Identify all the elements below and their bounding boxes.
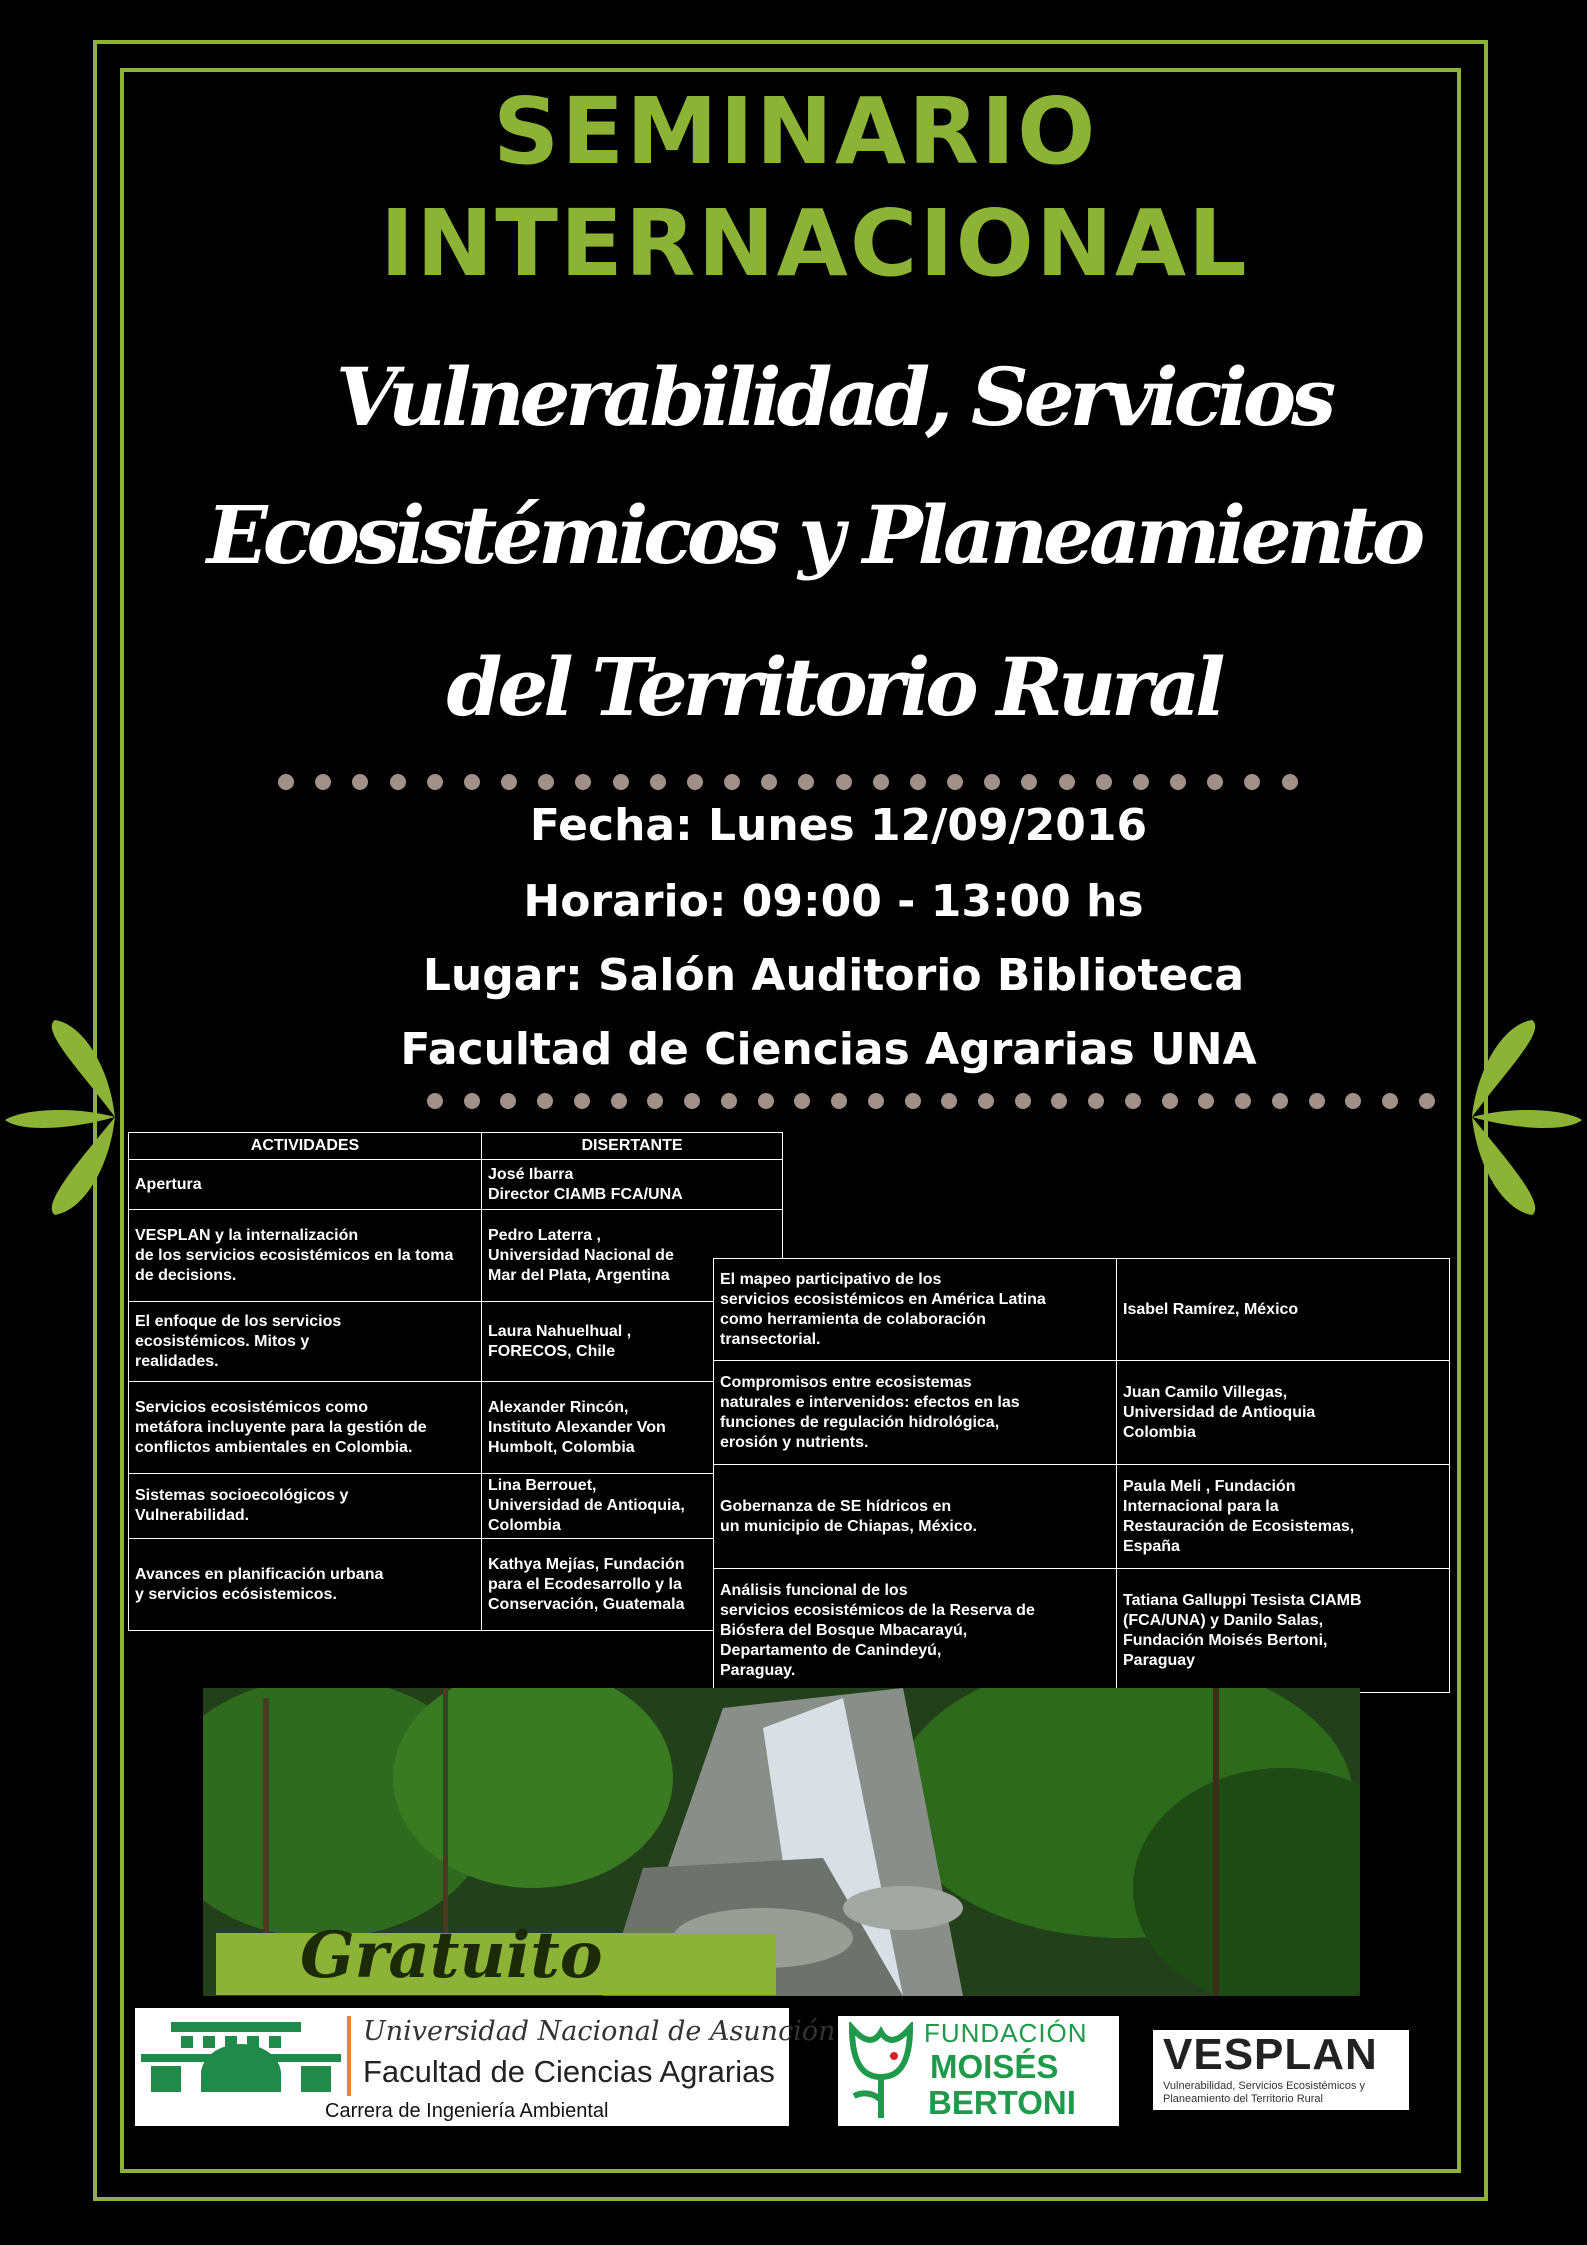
title-line-1: SEMINARIO [493, 78, 1098, 185]
header-disertante: DISERTANTE [482, 1133, 783, 1160]
una-building-icon [141, 2014, 341, 2094]
speaker-cell: Tatiana Galluppi Tesista CIAMB (FCA/UNA) y Danilo Salas, Fundación Moisés Bertoni, Paraguay [1117, 1569, 1450, 1693]
table-row [129, 1210, 783, 1302]
event-date: Fecha: Lunes 12/09/2016 [529, 800, 1148, 851]
table-row [129, 1302, 783, 1382]
subtitle-line-1: Vulnerabilidad, Servicios [335, 350, 1332, 444]
subtitle-line-2: Ecosistémicos y Planeamiento [206, 488, 1421, 582]
vesplan-name: VESPLAN [1163, 2030, 1378, 2079]
bertoni-line-2: MOISÉS [930, 2048, 1059, 2085]
activity-cell: Sistemas socioecológicos y Vulnerabilidad. [129, 1474, 482, 1539]
una-faculty-name: Facultad de Ciencias Agrarias [363, 2054, 775, 2089]
title-line-2: INTERNACIONAL [380, 190, 1249, 297]
bertoni-logo [838, 2016, 1119, 2126]
speaker-cell: Lina Berrouet, Universidad de Antioquia, Colombia [482, 1474, 783, 1539]
table-row [714, 1259, 1450, 1361]
speaker-cell: Kathya Mejías, Fundación para el Ecodesarrollo y la Conservación, Guatemala [482, 1539, 783, 1631]
table-row [714, 1361, 1450, 1465]
speaker-cell: Juan Camilo Villegas, Universidad de Antioquia Colombia [1117, 1361, 1450, 1465]
vesplan-tagline-1: Vulnerabilidad, Servicios Ecosistémicos y [1163, 2080, 1365, 2092]
event-faculty: Facultad de Ciencias Agrarias UNA [400, 1024, 1257, 1075]
tulip-icon [842, 2022, 920, 2120]
bertoni-line-3: BERTONI [928, 2084, 1076, 2121]
dot-divider-top [278, 774, 1298, 790]
activity-cell: Avances en planificación urbana y servicios ecósistemicos. [129, 1539, 482, 1631]
vesplan-logo [1153, 2030, 1409, 2110]
schedule-table-left [128, 1132, 783, 1631]
table-row [129, 1539, 783, 1631]
table-row [714, 1465, 1450, 1569]
una-divider [347, 2016, 351, 2096]
event-location: Lugar: Salón Auditorio Biblioteca [422, 950, 1245, 1001]
table-row [714, 1569, 1450, 1693]
gratuito-label: Gratuito [300, 1918, 603, 1993]
una-university-name: Universidad Nacional de Asunción [363, 2016, 836, 2047]
speaker-cell: Paula Meli , Fundación Internacional para la Restauración de Ecosistemas, España [1117, 1465, 1450, 1569]
una-career-name: Carrera de Ingeniería Ambiental [325, 2100, 609, 2122]
header-actividades: ACTIVIDADES [129, 1133, 482, 1160]
activity-cell: VESPLAN y la internalización de los servicios ecosistémicos en la toma de decisions. [129, 1210, 482, 1302]
speaker-cell: José Ibarra Director CIAMB FCA/UNA [482, 1160, 783, 1210]
event-time: Horario: 09:00 - 13:00 hs [523, 876, 1144, 927]
speaker-cell: Pedro Laterra , Universidad Nacional de Mar del Plata, Argentina [482, 1210, 783, 1302]
activity-cell: Servicios ecosistémicos como metáfora incluyente para la gestión de conflictos ambientales en Colombia. [129, 1382, 482, 1474]
speaker-cell: Alexander Rincón, Instituto Alexander Von Humbolt, Colombia [482, 1382, 783, 1474]
activity-cell: El enfoque de los servicios ecosistémicos. Mitos y realidades. [129, 1302, 482, 1382]
activity-cell: El mapeo participativo de los servicios ecosistémicos en América Latina como herramienta de colaboración transectorial. [714, 1259, 1117, 1361]
schedule-table-right [713, 1258, 1450, 1693]
una-logo [135, 2008, 836, 2126]
speaker-cell: Isabel Ramírez, México [1117, 1259, 1450, 1361]
vesplan-tagline-2: Planeamiento del Territorio Rural [1163, 2093, 1323, 2105]
bertoni-line-1: FUNDACIÓN [924, 2018, 1088, 2048]
table-row [129, 1474, 783, 1539]
dot-divider-bottom [427, 1093, 1435, 1109]
speaker-cell: Laura Nahuelhual , FORECOS, Chile [482, 1302, 783, 1382]
table-row [129, 1160, 783, 1210]
table-row [129, 1382, 783, 1474]
activity-cell: Análisis funcional de los servicios ecosistémicos de la Reserva de Biósfera del Bosque Mbacarayú, Departamento de Canindeyú, Paraguay. [714, 1569, 1117, 1693]
activity-cell: Apertura [129, 1160, 482, 1210]
activity-cell: Compromisos entre ecosistemas naturales e intervenidos: efectos en las funciones de regulación hidrológica, erosión y nutrients. [714, 1361, 1117, 1465]
activity-cell: Gobernanza de SE hídricos en un municipio de Chiapas, México. [714, 1465, 1117, 1569]
subtitle-line-3: del Territorio Rural [446, 640, 1221, 734]
